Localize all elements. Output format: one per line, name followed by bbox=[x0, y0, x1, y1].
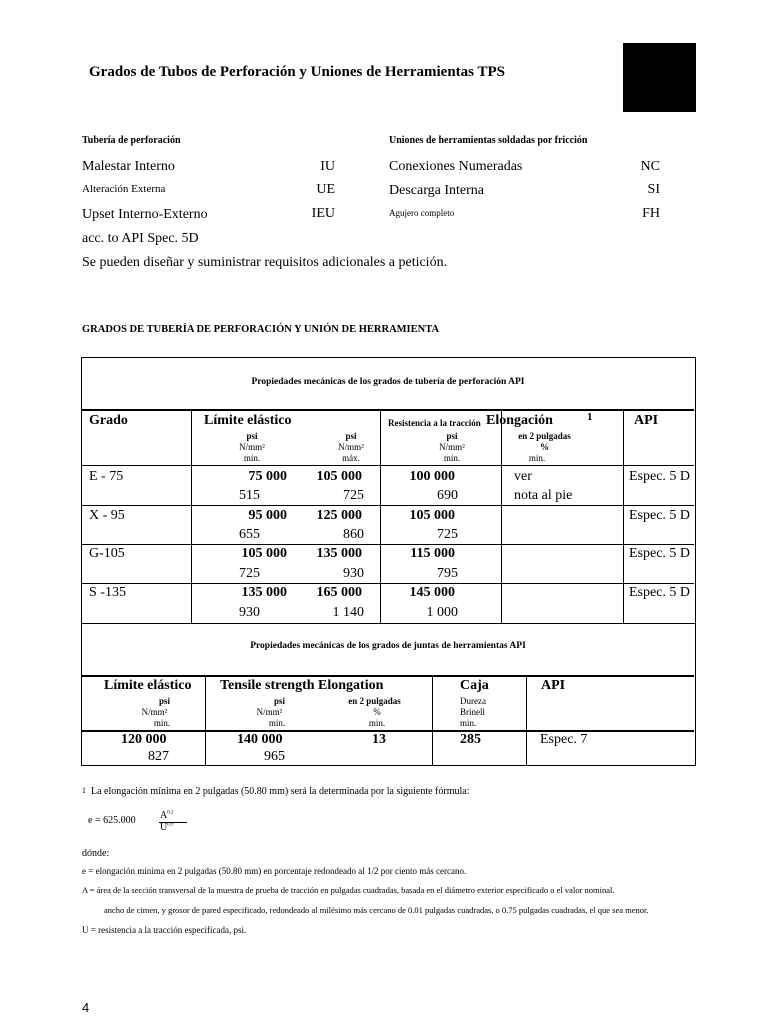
grade-cell: G-105 bbox=[89, 546, 125, 561]
ts-psi: 105 000 bbox=[409, 508, 455, 523]
grade-cell: S -135 bbox=[89, 585, 126, 600]
unit-nmm: N/mm² bbox=[141, 707, 168, 717]
ys-min-nmm: 515 bbox=[239, 488, 260, 503]
ys-max-psi: 135 000 bbox=[316, 546, 362, 561]
formula-u: U bbox=[160, 822, 168, 833]
formula-a-exp: 0.2 bbox=[167, 810, 174, 816]
unit-dureza: Dureza bbox=[460, 696, 486, 706]
column-divider bbox=[380, 410, 381, 624]
table1-caption: Propiedades mecánicas de los grados de tubería de perforación API bbox=[251, 377, 525, 387]
unit-min: min. bbox=[153, 718, 171, 728]
table-rule bbox=[82, 675, 694, 677]
right-item-abbr: SI bbox=[647, 182, 660, 197]
api-cell: Espec. 5 D bbox=[629, 469, 691, 484]
ys-max-psi: 165 000 bbox=[316, 585, 362, 600]
right-item-abbr: NC bbox=[640, 159, 660, 174]
ys-max-psi: 105 000 bbox=[316, 469, 362, 484]
ts-nmm: 725 bbox=[437, 527, 458, 542]
header-api: API bbox=[634, 413, 659, 428]
table-rule bbox=[82, 505, 694, 506]
hardness-value: 285 bbox=[460, 732, 481, 747]
unit-min: min. bbox=[460, 718, 477, 728]
grade-cell: X - 95 bbox=[89, 508, 125, 523]
right-list-heading: Uniones de herramientas soldadas por fricción bbox=[389, 135, 588, 146]
definition-a-cont: ancho de cimen, y grosor de pared especificado, redondeado al milésimo más cercano de 0.01 pulgadas cuadradas, o 0.75 pulgadas cuadradas, el que sea menor. bbox=[104, 905, 649, 915]
api-cell: Espec. 7 bbox=[540, 732, 588, 747]
header-resistencia: Resistencia a la tracción bbox=[388, 418, 481, 428]
unit-nmm: N/mm² bbox=[239, 442, 265, 452]
unit-psi: psi bbox=[446, 431, 458, 441]
unit-brinell: Brinell bbox=[460, 707, 485, 717]
unit-min: min. bbox=[268, 718, 286, 728]
elong-cell: ver bbox=[514, 469, 532, 484]
ts-nmm: 1 000 bbox=[426, 605, 458, 620]
ys-min-nmm: 930 bbox=[239, 605, 260, 620]
footnote-mark: 1 bbox=[587, 411, 593, 423]
page-number: 4 bbox=[82, 1000, 90, 1015]
unit-min: min. bbox=[443, 453, 461, 463]
left-item-abbr: UE bbox=[316, 182, 335, 197]
ts-psi: 115 000 bbox=[410, 546, 455, 561]
unit-en2: en 2 pulgadas bbox=[518, 431, 571, 441]
additional-note: Se pueden diseñar y suministrar requisitos adicionales a petición. bbox=[82, 255, 448, 270]
table-rule bbox=[82, 583, 694, 584]
unit-psi: psi bbox=[246, 431, 258, 441]
ys-min-psi: 105 000 bbox=[241, 546, 287, 561]
ys-max-nmm: 725 bbox=[343, 488, 364, 503]
unit-psi: psi bbox=[273, 696, 285, 706]
ts-nmm: 795 bbox=[437, 566, 458, 581]
ts-psi: 100 000 bbox=[409, 469, 455, 484]
unit-nmm: N/mm² bbox=[338, 442, 364, 452]
footnote-line bbox=[82, 786, 470, 797]
elong-value: 13 bbox=[372, 732, 386, 747]
ys-nmm: 827 bbox=[148, 749, 169, 764]
page-title: Grados de Tubos de Perforación y Uniones de Herramientas TPS bbox=[89, 64, 505, 80]
ts-nmm: 690 bbox=[437, 488, 458, 503]
formula-lhs: e = 625.000 bbox=[88, 815, 136, 826]
column-divider bbox=[526, 676, 527, 765]
column-divider bbox=[623, 410, 624, 624]
ys-min-nmm: 725 bbox=[239, 566, 260, 581]
left-list-heading: Tubería de perforación bbox=[82, 135, 181, 146]
footnote-mark: 1 bbox=[82, 786, 86, 795]
definition-u: U = resistencia a la tracción especificada, psi. bbox=[82, 925, 247, 935]
table-rule bbox=[82, 544, 694, 545]
ys-max-nmm: 1 140 bbox=[332, 605, 364, 620]
header-grado: Grado bbox=[89, 413, 128, 428]
unit-nmm: N/mm² bbox=[256, 707, 283, 717]
table-rule bbox=[82, 409, 694, 411]
ys-min-psi: 135 000 bbox=[241, 585, 287, 600]
right-item-abbr: FH bbox=[642, 206, 660, 221]
formula-a: A bbox=[160, 810, 168, 821]
ys-max-nmm: 860 bbox=[343, 527, 364, 542]
unit-min: min. bbox=[243, 453, 261, 463]
ys-max-nmm: 930 bbox=[343, 566, 364, 581]
api-cell: Espec. 5 D bbox=[629, 546, 691, 561]
column-divider bbox=[501, 410, 502, 624]
header-caja: Caja bbox=[460, 678, 489, 693]
unit-psi: psi bbox=[158, 696, 170, 706]
table-rule bbox=[82, 465, 694, 466]
header-tensile: Tensile strength Elongation bbox=[220, 678, 384, 693]
left-item-label: Upset Interno-Externo bbox=[82, 207, 208, 222]
formula-u-exp: 0.9 bbox=[167, 822, 174, 828]
right-item-label: Descarga Interna bbox=[389, 183, 484, 198]
left-item-abbr: IU bbox=[320, 159, 335, 174]
ys-max-psi: 125 000 bbox=[316, 508, 362, 523]
unit-pct: % bbox=[540, 442, 549, 452]
right-item-label: Agujero completo bbox=[389, 208, 455, 218]
unit-min: min. bbox=[528, 453, 546, 463]
spec-note: acc. to API Spec. 5D bbox=[82, 231, 199, 246]
ys-min-nmm: 655 bbox=[239, 527, 260, 542]
right-item-label: Conexiones Numeradas bbox=[389, 159, 523, 174]
footnote-text: La elongación mínima en 2 pulgadas (50.80 mm) será la determinada por la siguiente fórmula: bbox=[91, 786, 470, 797]
ts-psi: 145 000 bbox=[409, 585, 455, 600]
ys-min-psi: 95 000 bbox=[248, 508, 287, 523]
left-item-abbr: IEU bbox=[311, 206, 335, 221]
unit-pct: % bbox=[373, 707, 381, 717]
formula-numerator bbox=[160, 810, 173, 821]
elong-cell: nota al pie bbox=[514, 488, 573, 503]
section-title: GRADOS DE TUBERÍA DE PERFORACIÓN Y UNIÓN DE HERRAMIENTA bbox=[82, 324, 440, 335]
left-item-label: Malestar Interno bbox=[82, 159, 175, 174]
table2-caption: Propiedades mecánicas de los grados de juntas de herramientas API bbox=[250, 641, 526, 651]
unit-en2: en 2 pulgadas bbox=[348, 696, 401, 706]
header-limite: Límite elástico bbox=[104, 678, 192, 693]
drill-pipe-table bbox=[81, 357, 696, 624]
api-cell: Espec. 5 D bbox=[629, 508, 691, 523]
ys-psi: 120 000 bbox=[121, 732, 167, 747]
api-cell: Espec. 5 D bbox=[629, 585, 691, 600]
header-limite: Límite elástico bbox=[204, 413, 292, 428]
ys-min-psi: 75 000 bbox=[248, 469, 287, 484]
where-label: dónde: bbox=[82, 848, 110, 859]
logo-block bbox=[623, 43, 696, 112]
header-api: API bbox=[541, 678, 566, 693]
grade-cell: E - 75 bbox=[89, 469, 124, 484]
tool-joint-table bbox=[81, 623, 696, 766]
table-rule bbox=[82, 730, 694, 732]
formula-denominator bbox=[160, 822, 173, 833]
definition-a: A = área de la sección transversal de la muestra de prueba de tracción en pulgadas cuadradas, basada en el diámetro exterior especificado o el valor nominal. bbox=[82, 885, 615, 895]
ts-psi: 140 000 bbox=[237, 732, 283, 747]
unit-min: min. bbox=[368, 718, 386, 728]
left-item-label: Alteración Externa bbox=[82, 183, 166, 195]
column-divider bbox=[432, 676, 433, 765]
header-elongacion: Elongación bbox=[486, 413, 553, 428]
unit-nmm: N/mm² bbox=[439, 442, 465, 452]
unit-max: máx. bbox=[342, 453, 360, 463]
definition-e: e = elongación mínima en 2 pulgadas (50.80 mm) en porcentaje redondeado al 1/2 por ciento más cercano. bbox=[82, 866, 467, 876]
column-divider bbox=[205, 676, 206, 765]
unit-psi: psi bbox=[345, 431, 357, 441]
ts-nmm: 965 bbox=[264, 749, 285, 764]
